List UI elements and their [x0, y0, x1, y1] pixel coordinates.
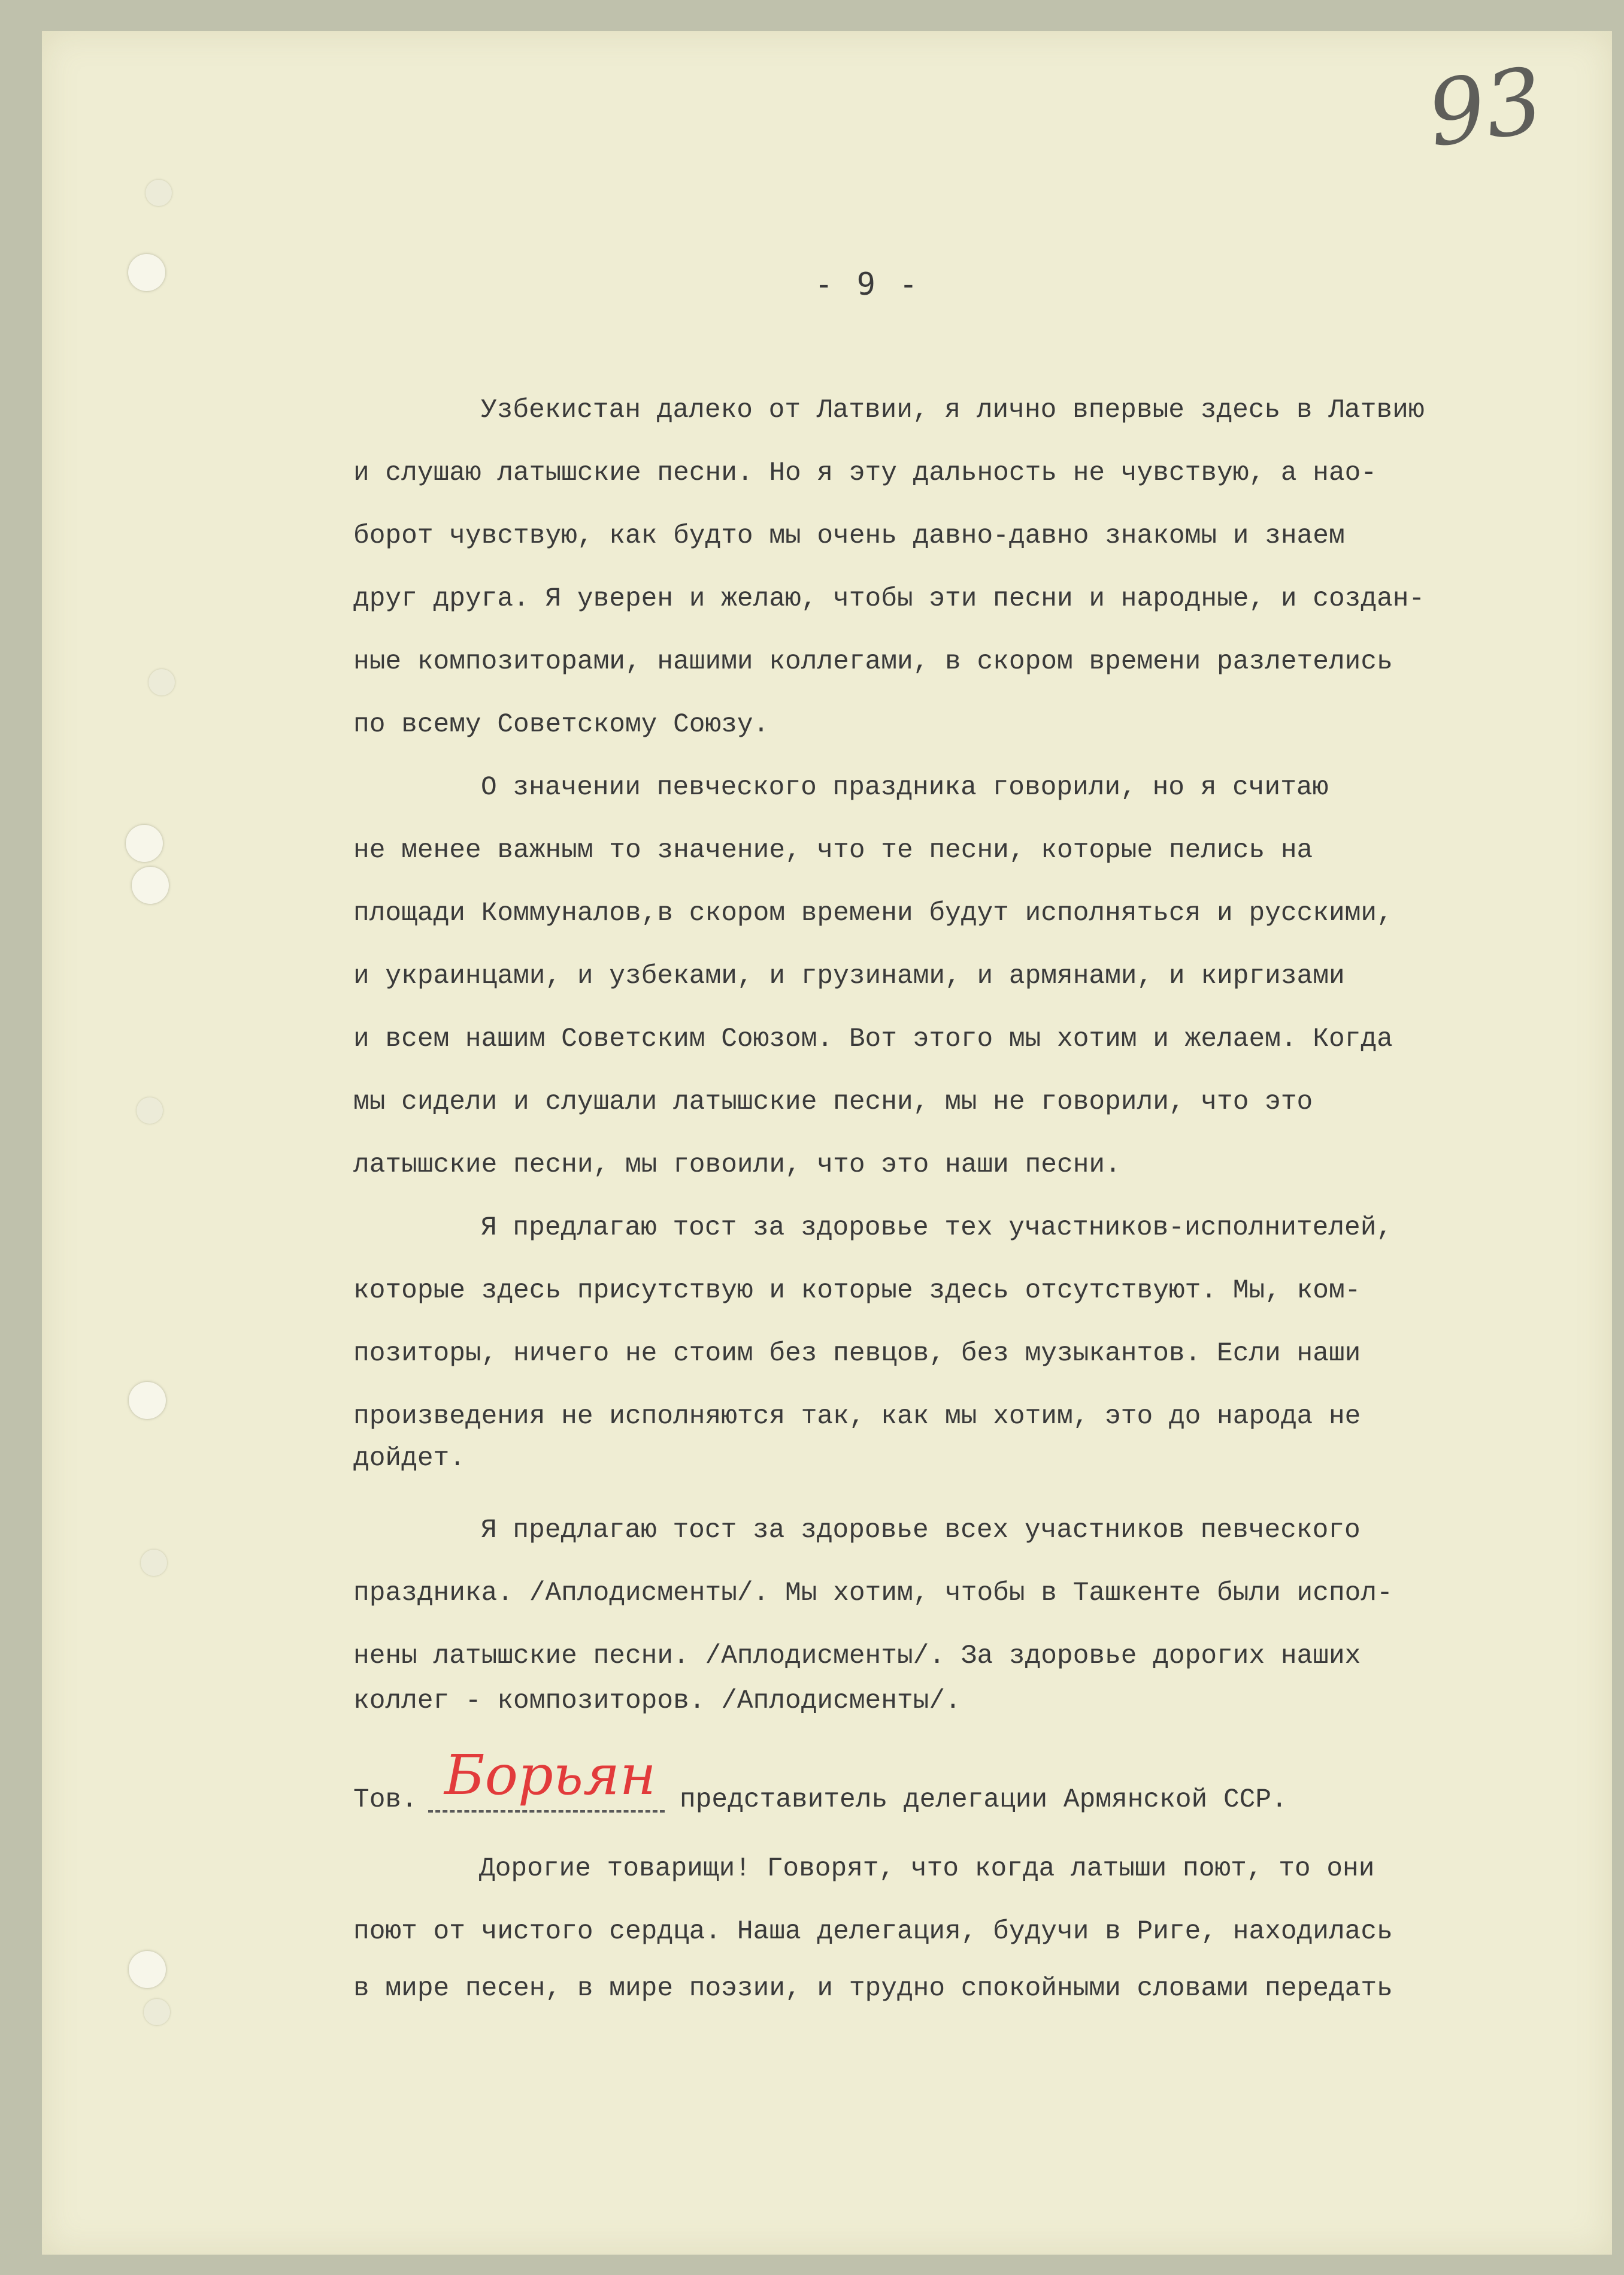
- punch-hole: [129, 1951, 166, 1988]
- speaker-role: представитель делегации Армянской ССР.: [680, 1785, 1287, 1815]
- text-line: мы сидели и слушали латышские песни, мы не говорили, что это: [353, 1087, 1313, 1117]
- text-line: коллег - композиторов. /Аплодисменты/.: [353, 1686, 961, 1716]
- speaker-name-underline: [428, 1810, 665, 1813]
- text-line: которые здесь присутствую и которые здесь отсутствуют. Мы, ком-: [353, 1276, 1361, 1306]
- text-line: произведения не исполняются так, как мы хотим, это до народа не: [353, 1402, 1361, 1432]
- text-line: ные композиторами, нашими коллегами, в скором времени разлетелись: [353, 647, 1393, 677]
- binding-mark: [137, 1097, 163, 1124]
- text-line: не менее важным то значение, что те песни, которые пелись на: [353, 836, 1313, 866]
- text-line: друг друга. Я уверен и желаю, чтобы эти песни и народные, и создан-: [353, 584, 1425, 614]
- text-line: Я предлагаю тост за здоровье всех участников певческого: [481, 1515, 1361, 1545]
- punch-hole: [128, 254, 165, 291]
- text-line: Дорогие товарищи! Говорят, что когда латыши поют, то они: [479, 1854, 1375, 1884]
- text-line: О значении певческого праздника говорили, но я считаю: [481, 773, 1329, 803]
- binding-mark: [141, 1550, 167, 1576]
- text-line: и всем нашим Советским Союзом. Вот этого мы хотим и желаем. Когда: [353, 1024, 1393, 1054]
- punch-hole: [126, 825, 163, 862]
- text-line: нены латышские песни. /Аплодисменты/. За здоровье дорогих наших: [353, 1641, 1361, 1671]
- text-line: в мире песен, в мире поэзии, и трудно спокойными словами передать: [353, 1974, 1393, 2004]
- text-line: площади Коммуналов,в скором времени будут исполняться и русскими,: [353, 898, 1393, 928]
- archive-folio-number: 93: [1421, 48, 1550, 168]
- handwritten-speaker-name: Борьян: [444, 1743, 656, 1807]
- punch-hole: [132, 867, 169, 904]
- binding-mark: [146, 180, 172, 206]
- text-line: борот чувствую, как будто мы очень давно-давно знакомы и знаем: [353, 521, 1345, 551]
- text-line: латышские песни, мы говоили, что это наши песни.: [353, 1150, 1121, 1180]
- text-line: Узбекистан далеко от Латвии, я лично впервые здесь в Латвию: [481, 395, 1425, 425]
- text-line: по всему Советскому Союзу.: [353, 710, 769, 740]
- text-line: и слушаю латышские песни. Но я эту дальность не чувствую, а нао-: [353, 458, 1377, 488]
- text-line: Я предлагаю тост за здоровье тех участников-исполнителей,: [481, 1213, 1393, 1243]
- text-line: поют от чистого сердца. Наша делегация, будучи в Риге, находилась: [353, 1917, 1393, 1947]
- text-line: и украинцами, и узбеками, и грузинами, и армянами, и киргизами: [353, 961, 1345, 991]
- page-number: - 9 -: [814, 267, 920, 302]
- punch-hole: [129, 1382, 166, 1419]
- text-line: праздника. /Аплодисменты/. Мы хотим, чтобы в Ташкенте были испол-: [353, 1578, 1393, 1608]
- speaker-prefix: Тов.: [353, 1785, 417, 1815]
- text-line: позиторы, ничего не стоим без певцов, без музыкантов. Если наши: [353, 1339, 1361, 1369]
- binding-mark: [144, 1999, 170, 2025]
- text-line: дойдет.: [353, 1444, 465, 1474]
- binding-mark: [149, 669, 175, 695]
